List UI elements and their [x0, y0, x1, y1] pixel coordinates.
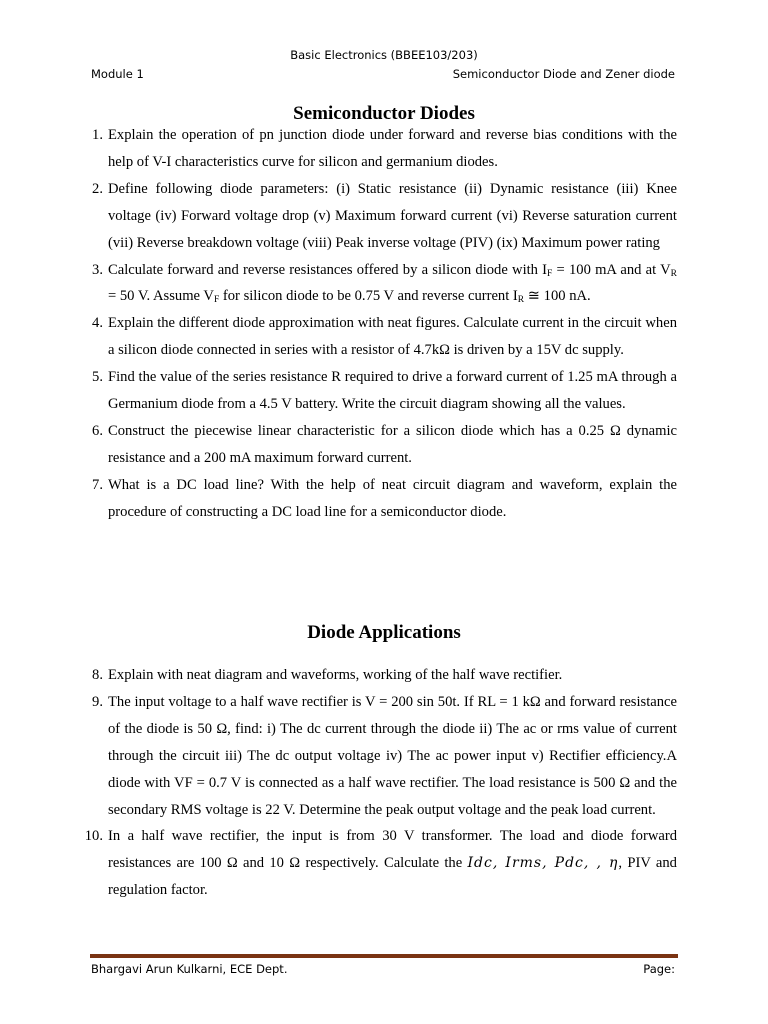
- question-number: 1.: [92, 127, 103, 143]
- footer-page-label: Page:: [643, 962, 675, 976]
- question-text: In a half wave rectifier, the input is from 30 V transformer. The load and diode forward resistances are 100 Ω and 10 Ω respectively. Calculate the Idc, Irms, Pdc, , η, PIV and regulation factor.: [108, 828, 677, 899]
- footer-rule: [90, 954, 678, 958]
- question-10: [0, 823, 677, 904]
- question-text: Define following diode parameters: (i) Static resistance (ii) Dynamic resistance (iii) Knee voltage (iv) Forward voltage drop (v) Maximum forward current (vi) Reverse saturation current (vii) Reverse breakdown voltage (viii) Peak inverse voltage (PIV) (ix) Maximum power rating: [108, 180, 677, 251]
- question-number: 8.: [92, 667, 103, 683]
- question-text: What is a DC load line? With the help of neat circuit diagram and waveform, explain the procedure of constructing a DC load line for a semiconductor diode.: [108, 476, 677, 520]
- question-text: Explain the operation of pn junction diode under forward and reverse bias conditions with the help of V-I characteristics curve for silicon and germanium diodes.: [108, 127, 677, 170]
- question-number: 7.: [92, 476, 103, 493]
- question-text: Explain with neat diagram and waveforms, working of the half wave rectifier.: [108, 667, 563, 683]
- question-4: [0, 310, 677, 364]
- question-list-2: [0, 662, 677, 904]
- header-topic: Semiconductor Diode and Zener diode: [452, 67, 675, 81]
- question-text: The input voltage to a half wave rectifier is V = 200 sin 50t. If RL = 1 kΩ and forward resistance of the diode is 50 Ω, find: i) The dc current through the diode ii) The ac or rms value of current through the circuit iii) The dc output voltage iv) The ac power input v) Rectifier efficiency.A diode with VF = 0.7 V is connected as a half wave rectifier. The load resistance is 500 Ω and the secondary RMS voltage is 22 V. Determine the peak output voltage and the peak load current.: [108, 693, 677, 818]
- question-1: [0, 122, 677, 176]
- question-5: [0, 364, 677, 418]
- question-number: 5.: [92, 369, 103, 386]
- section-title-diode-applications: Diode Applications: [307, 622, 461, 643]
- footer-author: Bhargavi Arun Kulkarni, ECE Dept.: [91, 962, 288, 976]
- question-number: 3.: [92, 261, 103, 278]
- question-number: 10.: [84, 828, 103, 845]
- question-3: [0, 257, 677, 311]
- question-9: [0, 689, 677, 824]
- question-text: Explain the different diode approximation with neat figures. Calculate current in the circuit when a silicon diode connected in series with a resistor of 4.7kΩ is driven by a 15V dc supply.: [108, 315, 677, 359]
- formula-symbols: Idc, Irms, Pdc, , η: [467, 855, 619, 872]
- question-text: Find the value of the series resistance R required to drive a forward current of 1.25 mA through a Germanium diode from a 4.5 V battery. Write the circuit diagram showing all the values.: [108, 369, 677, 413]
- question-8: [0, 662, 677, 689]
- question-number: 6.: [92, 422, 103, 439]
- question-6: [0, 418, 677, 472]
- question-list-1: [0, 122, 677, 526]
- question-number: 2.: [92, 180, 103, 197]
- header-course: Basic Electronics (BBEE103/203): [290, 48, 478, 62]
- header-module: Module 1: [91, 67, 144, 81]
- section-title-semiconductor-diodes: Semiconductor Diodes: [293, 103, 475, 124]
- question-text: Calculate forward and reverse resistances offered by a silicon diode with $I_F = 100$ mA and at $V_R = 50$ V. Assume $V_F$ for silicon diode to be 0.75 V and reverse current $I_R$ ≅ 100 nA.: [108, 261, 677, 306]
- question-number: 4.: [92, 315, 103, 332]
- question-7: [0, 472, 677, 526]
- question-2: [0, 176, 677, 257]
- question-number: 9.: [92, 693, 103, 710]
- question-text: Construct the piecewise linear characteristic for a silicon diode which has a 0.25 Ω dynamic resistance and a 200 mA maximum forward current.: [108, 422, 677, 466]
